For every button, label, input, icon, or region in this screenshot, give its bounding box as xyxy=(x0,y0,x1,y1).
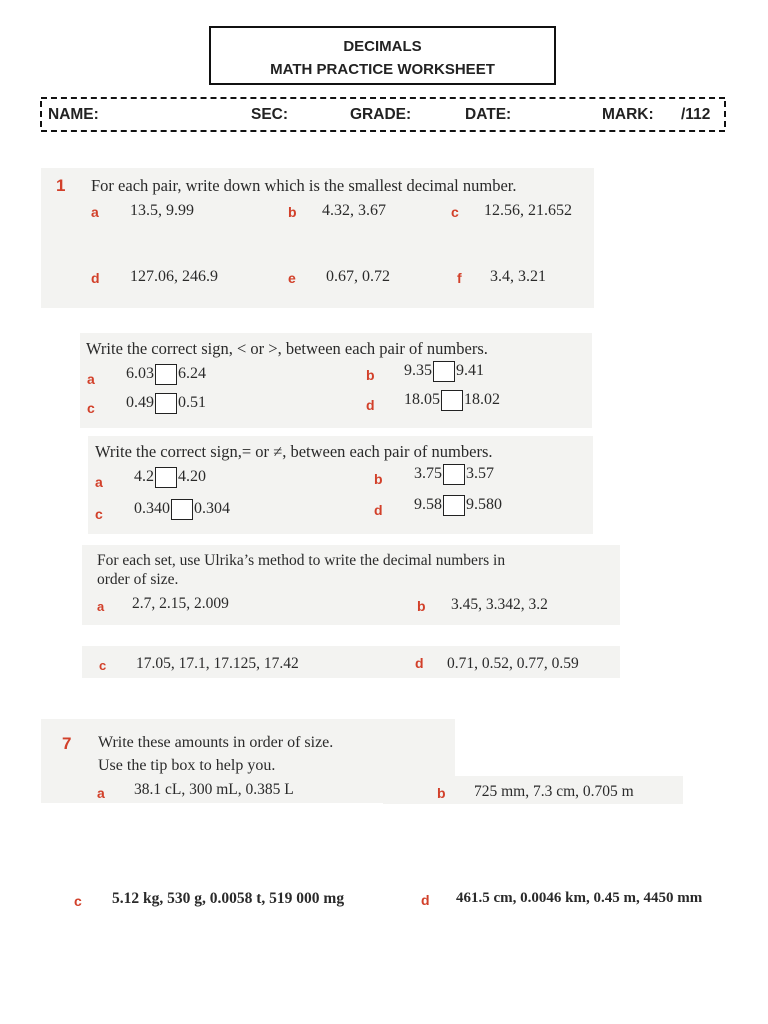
q1-item-d-text: 127.06, 246.9 xyxy=(130,268,218,285)
q1-item-f-text: 3.4, 3.21 xyxy=(490,268,546,285)
q3-item-b-label: b xyxy=(374,471,383,487)
mark-field-label: MARK: xyxy=(602,106,654,123)
q4-item-a-text: 2.7, 2.15, 2.009 xyxy=(132,595,229,612)
q2-item-d-label: d xyxy=(366,397,375,413)
question-7-number: 7 xyxy=(62,734,72,753)
q7-item-a-text: 38.1 cL, 300 mL, 0.385 L xyxy=(134,781,294,798)
q1-item-a-label: a xyxy=(91,204,99,220)
q3-item-d-left: 9.58 xyxy=(414,496,442,514)
q7-item-d-label: d xyxy=(421,892,430,908)
q2-item-b-label: b xyxy=(366,367,375,383)
question-4-prompt-line-1: For each set, use Ulrika’s method to write the decimal numbers in xyxy=(97,552,506,569)
q3-item-a-left: 4.2 xyxy=(134,468,154,486)
section-field-label: SEC: xyxy=(251,106,289,123)
q2-item-a-left: 6.03 xyxy=(126,365,154,383)
q3-item-c-left: 0.340 xyxy=(134,500,170,518)
q3-item-c xyxy=(134,499,230,520)
q1-item-c-text: 12.56, 21.652 xyxy=(484,202,572,219)
q2-item-c xyxy=(126,393,206,414)
q3-item-a-label: a xyxy=(95,474,103,490)
q2-item-c-left: 0.49 xyxy=(126,394,154,412)
question-1-prompt: For each pair, write down which is the smallest decimal number. xyxy=(91,176,517,195)
q3-item-d-label: d xyxy=(374,502,383,518)
q2-item-d-right: 18.02 xyxy=(464,391,500,409)
name-field-label: NAME: xyxy=(48,106,99,123)
q1-item-d-label: d xyxy=(91,270,100,286)
worksheet-subtitle: MATH PRACTICE WORKSHEET xyxy=(270,61,495,78)
q4-item-c-text: 17.05, 17.1, 17.125, 17.42 xyxy=(136,655,299,672)
q2-item-a-answer-box[interactable] xyxy=(155,364,177,385)
q2-item-c-answer-box[interactable] xyxy=(155,393,177,414)
q3-item-d-answer-box[interactable] xyxy=(443,495,465,516)
q1-item-c-label: c xyxy=(451,204,459,220)
q2-item-a-right: 6.24 xyxy=(178,365,206,383)
q2-item-c-right: 0.51 xyxy=(178,394,206,412)
q3-item-b xyxy=(414,464,494,485)
q4-item-c-label: c xyxy=(99,658,107,673)
info-bar-right-edge xyxy=(724,101,726,127)
q1-item-b-text: 4.32, 3.67 xyxy=(322,202,386,219)
q3-item-a xyxy=(134,467,206,488)
q1-item-f-label: f xyxy=(457,270,462,286)
question-4-prompt-line-2: order of size. xyxy=(97,571,179,588)
info-bar-left-edge xyxy=(40,101,42,127)
q2-item-a xyxy=(126,364,206,385)
date-field-label: DATE: xyxy=(465,106,512,123)
question-1-number: 1 xyxy=(56,176,66,195)
question-7-prompt-line-2: Use the tip box to help you. xyxy=(98,757,276,774)
question-3-prompt: Write the correct sign,= or ≠, between each pair of numbers. xyxy=(95,442,493,461)
q7-item-d-text: 461.5 cm, 0.0046 km, 0.45 m, 4450 mm xyxy=(456,890,703,906)
q4-item-d-label: d xyxy=(415,655,424,671)
worksheet-title-box xyxy=(209,26,556,85)
q2-item-c-label: c xyxy=(87,400,95,416)
q3-item-a-right: 4.20 xyxy=(178,468,206,486)
q4-item-b-text: 3.45, 3.342, 3.2 xyxy=(451,596,548,613)
q7-item-c-label: c xyxy=(74,893,82,909)
q2-item-d xyxy=(404,390,500,411)
q3-item-c-answer-box[interactable] xyxy=(171,499,193,520)
q3-item-a-answer-box[interactable] xyxy=(155,467,177,488)
q3-item-b-left: 3.75 xyxy=(414,465,442,483)
q3-item-c-right: 0.304 xyxy=(194,500,230,518)
q1-item-a-text: 13.5, 9.99 xyxy=(130,202,194,219)
worksheet-title: DECIMALS xyxy=(343,38,422,55)
q2-item-b-right: 9.41 xyxy=(456,362,484,380)
q3-item-d xyxy=(414,495,502,516)
q3-item-c-label: c xyxy=(95,506,103,522)
q3-item-d-right: 9.580 xyxy=(466,496,502,514)
q4-item-a-label: a xyxy=(97,599,105,614)
mark-total: /112 xyxy=(681,106,711,123)
q2-item-b-answer-box[interactable] xyxy=(433,361,455,382)
q2-item-a-label: a xyxy=(87,371,95,387)
q7-item-a-label: a xyxy=(97,785,105,801)
grade-field-label: GRADE: xyxy=(350,106,412,123)
q1-item-e-label: e xyxy=(288,270,296,286)
q2-item-d-answer-box[interactable] xyxy=(441,390,463,411)
q7-item-b-text: 725 mm, 7.3 cm, 0.705 m xyxy=(474,783,634,800)
q1-item-e-text: 0.67, 0.72 xyxy=(326,268,390,285)
student-info-bar xyxy=(41,97,725,132)
q7-item-b-label: b xyxy=(437,785,446,801)
q2-item-d-left: 18.05 xyxy=(404,391,440,409)
q7-item-c-text: 5.12 kg, 530 g, 0.0058 t, 519 000 mg xyxy=(112,890,345,907)
q3-item-b-right: 3.57 xyxy=(466,465,494,483)
question-2-prompt: Write the correct sign, < or >, between each pair of numbers. xyxy=(86,339,488,358)
q2-item-b xyxy=(404,361,484,382)
q1-item-b-label: b xyxy=(288,204,297,220)
q4-item-b-label: b xyxy=(417,598,426,614)
question-7-prompt-line-1: Write these amounts in order of size. xyxy=(98,734,334,751)
q3-item-b-answer-box[interactable] xyxy=(443,464,465,485)
q2-item-b-left: 9.35 xyxy=(404,362,432,380)
q4-item-d-text: 0.71, 0.52, 0.77, 0.59 xyxy=(447,655,579,672)
